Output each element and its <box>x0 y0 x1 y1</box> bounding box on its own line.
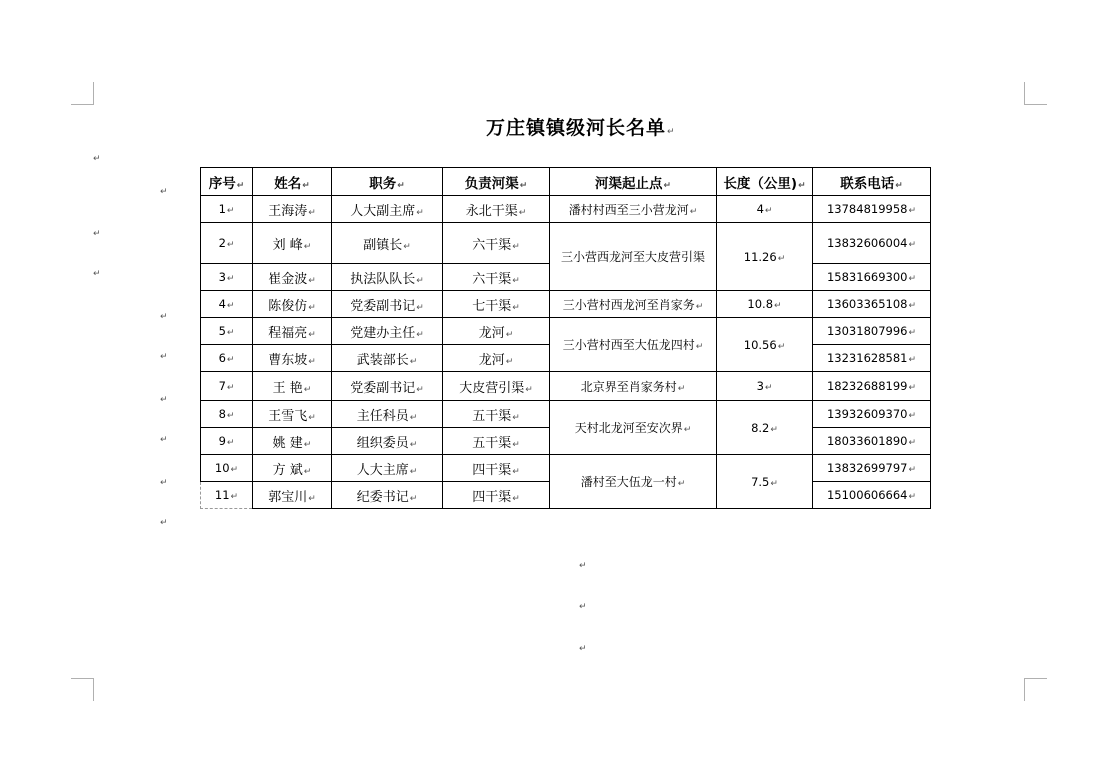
crop-mark-bottom-left <box>71 678 94 701</box>
paragraph-mark: ↵ <box>579 644 587 654</box>
canal-name: 永北干渠↵ <box>443 196 550 223</box>
header-cell: 河渠起止点↵ <box>550 168 717 196</box>
table-row <box>201 318 931 345</box>
phone-number: 13031807996↵ <box>813 318 931 345</box>
person-name: 王海涛↵ <box>253 196 332 223</box>
person-title: 人大副主席↵ <box>332 196 443 223</box>
canal-name: 六干渠↵ <box>443 264 550 291</box>
phone-number: 15831669300↵ <box>813 264 931 291</box>
header-cell: 序号↵ <box>201 168 253 196</box>
segment-length: 8.2↵ <box>717 401 813 455</box>
row-number: 1↵ <box>201 196 253 223</box>
person-name: 刘 峰↵ <box>253 223 332 264</box>
row-number: 6↵ <box>201 345 253 372</box>
table-row <box>201 223 931 264</box>
crop-mark-top-right <box>1024 82 1047 105</box>
canal-name: 五干渠↵ <box>443 428 550 455</box>
row-number: 2↵ <box>201 223 253 264</box>
person-title: 组织委员↵ <box>332 428 443 455</box>
header-cell: 姓名↵ <box>253 168 332 196</box>
crop-mark-top-left <box>71 82 94 105</box>
segment-range: 北京界至肖家务村↵ <box>550 372 717 401</box>
segment-length: 7.5↵ <box>717 455 813 509</box>
header-cell: 联系电话↵ <box>813 168 931 196</box>
person-name: 王雪飞↵ <box>253 401 332 428</box>
canal-name: 六干渠↵ <box>443 223 550 264</box>
row-number: 11↵ <box>201 482 253 509</box>
segment-range: 三小营村西至大伍龙四村↵ <box>550 318 717 372</box>
person-name: 陈俊仿↵ <box>253 291 332 318</box>
paragraph-mark: ↵ <box>160 312 168 322</box>
table-row <box>201 455 931 482</box>
person-title: 纪委书记↵ <box>332 482 443 509</box>
row-number: 4↵ <box>201 291 253 318</box>
table-row <box>201 372 931 401</box>
phone-number: 15100606664↵ <box>813 482 931 509</box>
canal-name: 大皮营引渠↵ <box>443 372 550 401</box>
segment-length: 10.56↵ <box>717 318 813 372</box>
phone-number: 13832699797↵ <box>813 455 931 482</box>
canal-name: 龙河↵ <box>443 318 550 345</box>
paragraph-mark: ↵ <box>93 229 101 239</box>
person-title: 人大主席↵ <box>332 455 443 482</box>
canal-name: 七干渠↵ <box>443 291 550 318</box>
paragraph-mark: ↵ <box>160 518 168 528</box>
header-cell: 长度（公里)↵ <box>717 168 813 196</box>
row-number: 9↵ <box>201 428 253 455</box>
person-title: 主任科员↵ <box>332 401 443 428</box>
river-chief-table <box>200 167 931 509</box>
phone-number: 13832606004↵ <box>813 223 931 264</box>
segment-range: 三小营村西龙河至肖家务↵ <box>550 291 717 318</box>
canal-name: 四干渠↵ <box>443 482 550 509</box>
segment-length: 4↵ <box>717 196 813 223</box>
phone-number: 18033601890↵ <box>813 428 931 455</box>
row-number: 7↵ <box>201 372 253 401</box>
row-number: 8↵ <box>201 401 253 428</box>
phone-number: 13231628581↵ <box>813 345 931 372</box>
person-name: 曹东坡↵ <box>253 345 332 372</box>
paragraph-mark: ↵ <box>160 395 168 405</box>
person-name: 方 斌↵ <box>253 455 332 482</box>
person-title: 党建办主任↵ <box>332 318 443 345</box>
person-title: 党委副书记↵ <box>332 291 443 318</box>
paragraph-mark: ↵ <box>160 187 168 197</box>
paragraph-mark: ↵ <box>160 435 168 445</box>
header-cell: 负责河渠↵ <box>443 168 550 196</box>
person-name: 王 艳↵ <box>253 372 332 401</box>
segment-length: 3↵ <box>717 372 813 401</box>
canal-name: 龙河↵ <box>443 345 550 372</box>
paragraph-mark: ↵ <box>579 602 587 612</box>
row-number: 5↵ <box>201 318 253 345</box>
person-name: 崔金波↵ <box>253 264 332 291</box>
segment-range: 天村北龙河至安次界↵ <box>550 401 717 455</box>
table-row <box>201 291 931 318</box>
phone-number: 18232688199↵ <box>813 372 931 401</box>
person-title: 武装部长↵ <box>332 345 443 372</box>
paragraph-mark: ↵ <box>160 478 168 488</box>
header-cell: 职务↵ <box>332 168 443 196</box>
paragraph-mark: ↵ <box>667 127 676 137</box>
row-number: 10↵ <box>201 455 253 482</box>
table-row <box>201 401 931 428</box>
segment-range: 三小营西龙河至大皮营引渠 <box>550 223 717 291</box>
segment-length: 11.26↵ <box>717 223 813 291</box>
paragraph-mark: ↵ <box>579 561 587 571</box>
paragraph-mark: ↵ <box>93 269 101 279</box>
table-header-row <box>201 168 931 196</box>
document-title: 万庄镇镇级河长名单↵ <box>486 117 676 139</box>
paragraph-mark: ↵ <box>93 154 101 164</box>
segment-range: 潘村至大伍龙一村↵ <box>550 455 717 509</box>
person-title: 党委副书记↵ <box>332 372 443 401</box>
person-title: 副镇长↵ <box>332 223 443 264</box>
table-row <box>201 196 931 223</box>
canal-name: 五干渠↵ <box>443 401 550 428</box>
person-title: 执法队队长↵ <box>332 264 443 291</box>
phone-number: 13784819958↵ <box>813 196 931 223</box>
paragraph-mark: ↵ <box>160 352 168 362</box>
phone-number: 13932609370↵ <box>813 401 931 428</box>
row-number: 3↵ <box>201 264 253 291</box>
segment-range: 潘村村西至三小营龙河↵ <box>550 196 717 223</box>
person-name: 郭宝川↵ <box>253 482 332 509</box>
segment-length: 10.8↵ <box>717 291 813 318</box>
person-name: 姚 建↵ <box>253 428 332 455</box>
phone-number: 13603365108↵ <box>813 291 931 318</box>
crop-mark-bottom-right <box>1024 678 1047 701</box>
person-name: 程福亮↵ <box>253 318 332 345</box>
canal-name: 四干渠↵ <box>443 455 550 482</box>
